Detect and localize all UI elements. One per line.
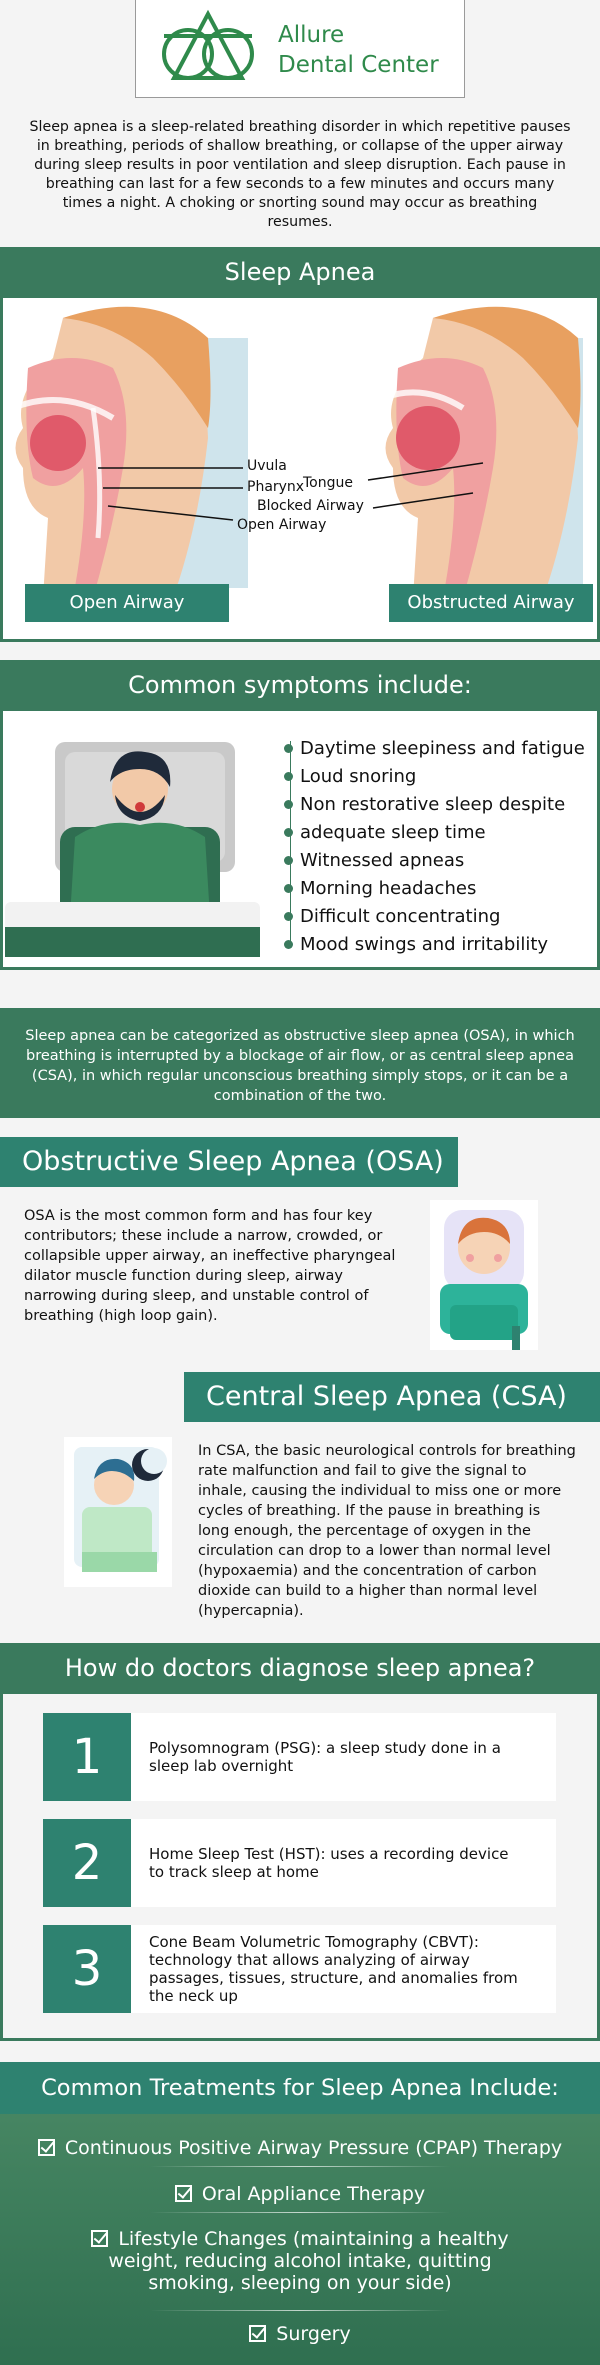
bullet-icon [284,940,293,949]
treatment-item-2 [0,2183,600,2205]
symptom-text: Morning headaches [300,878,477,899]
categories-band [0,1008,600,1118]
divider [150,2310,450,2311]
treatment-text: Oral Appliance Therapy [201,2183,426,2205]
symptom-text: Difficult concentrating [300,906,501,927]
open-airway-head-illustration [13,307,248,598]
diagnose-item-3 [43,1925,556,2013]
sleeping-child-illustration [430,1200,538,1350]
bullet-icon [284,884,293,893]
list-item [284,875,594,903]
list-item [284,791,594,819]
sleep-apnea-panel [0,295,600,642]
label-uvula: Uvula [247,458,287,474]
diagnose-text: Home Sleep Test (HST): uses a recording device to track sleep at home [149,1845,509,1881]
allure-logo-icon [146,8,270,90]
divider [150,2166,450,2167]
checkbox-checked-icon [91,2230,108,2247]
treatments-header [0,2062,600,2114]
list-item [284,735,594,763]
csa-text: In CSA, the basic neurological controls for breathing rate malfunction and fail to give the signal to inhale, causing the individual to miss one or more cycles of breathing. If the pause in breathing is long enough, the percentage of oxygen in the circulation can drop to a lower than normal level (hypoxaemia) and the concentration of carbon dioxide can build to a higher than normal level (hypercapnia). [198,1443,576,1619]
diagnose-text: Cone Beam Volumetric Tomography (CBVT): technology that allows analyzing of airway passages, tissues, structure, and anomalies from the neck up [149,1933,518,2005]
checkbox-checked-icon [38,2139,55,2156]
obstructed-airway-head-illustration [383,307,583,598]
symptom-text: Witnessed apneas [300,850,465,871]
symptoms-list [284,735,594,959]
list-item [284,763,594,791]
symptom-text: Loud snoring [300,766,417,787]
osa-text: OSA is the most common form and has four key contributors; these include a narrow, crowded, or collapsible upper airway, an ineffective pharyngeal dilator muscle function during sleep, airway narrowing during sleep, and unstable control of breathing (high loop gain). [24,1208,396,1324]
diagnose-text: Polysomnogram (PSG): a sleep study done in a sleep lab overnight [149,1739,501,1775]
csa-title: Central Sleep Apnea (CSA) [184,1372,600,1422]
open-airway-caption: Open Airway [25,584,229,622]
osa-title: Obstructive Sleep Apnea (OSA) [0,1137,458,1187]
bullet-icon [284,828,293,837]
diagnose-number: 3 [43,1925,131,2013]
checkbox-checked-icon [175,2185,192,2202]
treatments-title: Common Treatments for Sleep Apnea Include: [41,2075,559,2101]
label-tongue: Tongue [303,475,353,491]
treatment-item-1 [0,2137,600,2159]
sleeping-man-illustration [5,717,265,957]
symptom-text: adequate sleep time [300,822,486,843]
bullet-icon [284,800,293,809]
bullet-icon [284,856,293,865]
label-pharynx: Pharynx [247,479,305,495]
list-item [284,931,594,959]
diagnose-number: 1 [43,1713,131,1801]
sleep-apnea-title: Sleep Apnea [224,258,376,286]
diagnose-title: How do doctors diagnose sleep apnea? [64,1654,536,1682]
brand-name [278,20,439,80]
list-item [284,847,594,875]
treatment-text: Surgery [276,2323,351,2345]
bullet-icon [284,912,293,921]
checkbox-checked-icon [249,2325,266,2342]
diagnose-item-2 [43,1819,556,1907]
sleeping-person-moon-illustration [64,1437,172,1587]
brand-name-line1: Allure [278,22,345,48]
categories-text: Sleep apnea can be categorized as obstructive sleep apnea (OSA), in which breathing is interrupted by a blockage of air flow, or as central sleep apnea (CSA), in which regular unconscious breathing simply stops, or it can be a combination of the two. [25,1028,575,1104]
symptoms-header [0,660,600,710]
logo-box [135,0,465,98]
diagnose-number: 2 [43,1819,131,1907]
sleep-apnea-header [0,247,600,297]
treatment-item-4 [0,2323,600,2345]
symptom-text: Non restorative sleep despite [300,794,566,815]
symptom-text: Mood swings and irritability [300,934,549,955]
list-item [284,819,594,847]
treatment-text: Continuous Positive Airway Pressure (CPAP) Therapy [64,2137,563,2159]
list-item [284,903,594,931]
label-open-airway: Open Airway [237,517,327,533]
diagnose-item-1 [43,1713,556,1801]
label-blocked-airway: Blocked Airway [257,498,364,514]
obstructed-airway-caption: Obstructed Airway [389,584,593,622]
brand-name-line2: Dental Center [278,52,439,78]
bullet-icon [284,744,293,753]
diagnose-header [0,1643,600,1693]
divider [150,2212,450,2213]
symptom-text: Daytime sleepiness and fatigue [300,738,585,759]
bullet-icon [284,772,293,781]
treatment-item-3 [0,2228,600,2294]
treatment-text: Lifestyle Changes (maintaining a healthy weight, reducing alcohol intake, quitting smoking, sleeping on your side) [108,2228,509,2294]
intro-text: Sleep apnea is a sleep-related breathing disorder in which repetitive pauses in breathing, periods of shallow breathing, or collapse of the upper airway during sleep results in poor ventilation and sleep disruption. Each pause in breathing can last for a few seconds to a few minutes and occurs many times a night. A choking or snorting sound may occur as breathing resumes. [29,119,571,230]
symptoms-title: Common symptoms include: [128,671,472,699]
